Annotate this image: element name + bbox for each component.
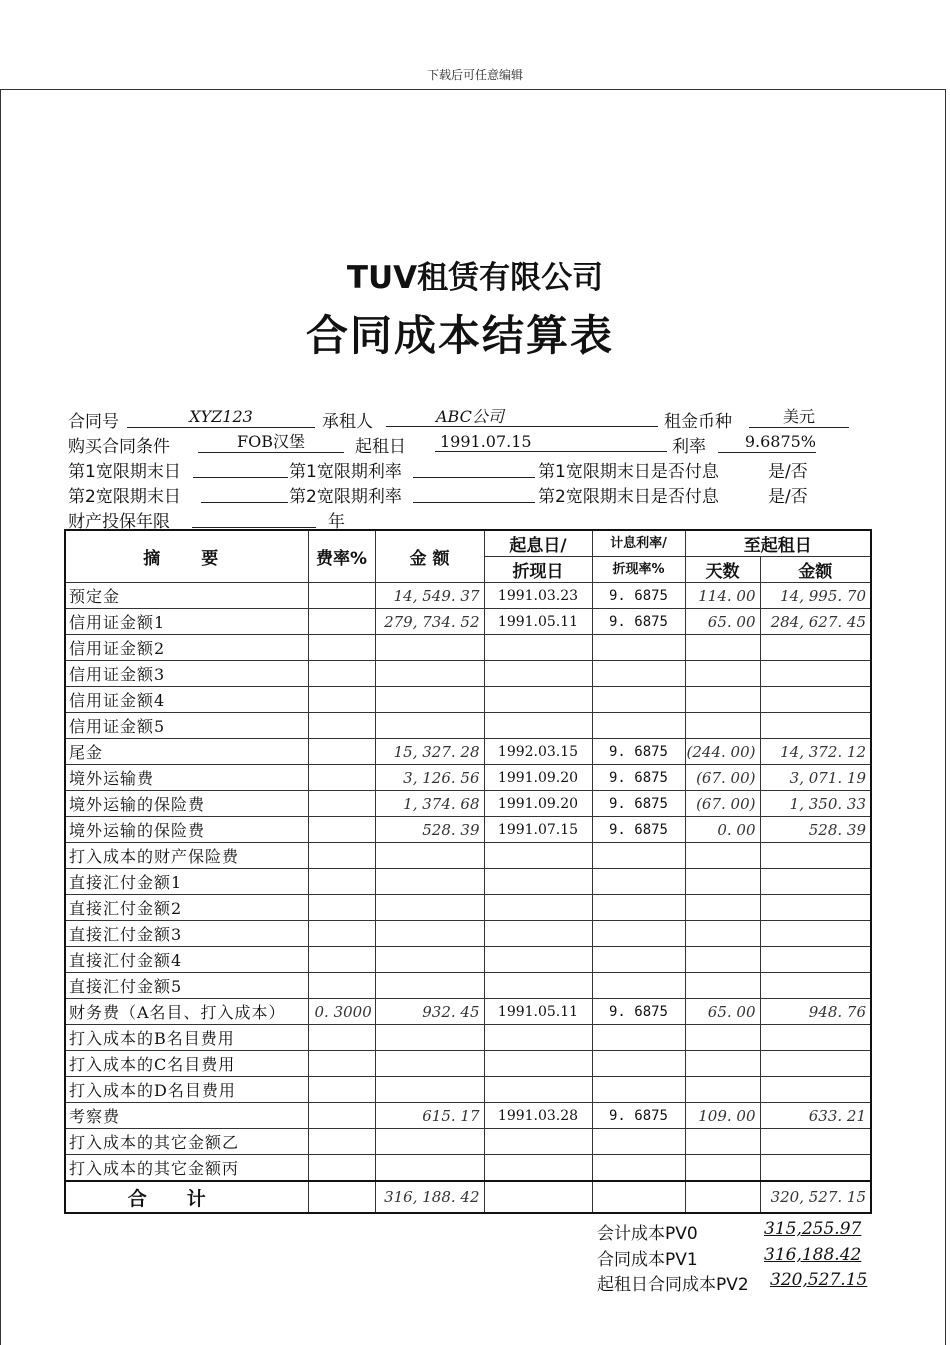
- cell-value: [760, 947, 871, 973]
- cell-date: 1991.03.23: [484, 583, 592, 609]
- table-row: [65, 1025, 871, 1051]
- cell-date: [484, 921, 592, 947]
- cell-amount: [375, 1077, 484, 1103]
- header-note: 下载后可任意编辑: [426, 68, 523, 82]
- rate-label: 利率: [672, 437, 706, 457]
- cell-date: [484, 1155, 592, 1182]
- table-row: [65, 609, 871, 635]
- cell-fee: [308, 791, 375, 817]
- total-date: [484, 1181, 592, 1213]
- cell-amount: 3, 126. 56: [375, 765, 484, 791]
- cell-value: 3, 071. 19: [760, 765, 871, 791]
- cell-value: [760, 713, 871, 739]
- cell-amount: 528. 39: [375, 817, 484, 843]
- cell-fee: [308, 869, 375, 895]
- cell-amount: [375, 973, 484, 999]
- total-amount: 316, 188. 42: [375, 1181, 484, 1213]
- cell-date: [484, 895, 592, 921]
- cell-label: 打入成本的B名目费用: [65, 1025, 308, 1051]
- cell-fee: [308, 1103, 375, 1129]
- cell-fee: [308, 921, 375, 947]
- grace1-end-label: 第1宽限期末日: [68, 462, 181, 482]
- total-value: 320, 527. 15: [760, 1181, 871, 1213]
- cell-label: 尾金: [65, 739, 308, 765]
- cell-amount: [375, 687, 484, 713]
- cell-rate: [592, 1025, 685, 1051]
- table-row: [65, 973, 871, 999]
- cell-days: 0. 00: [685, 817, 760, 843]
- table-row: [65, 713, 871, 739]
- cell-date: [484, 947, 592, 973]
- cell-label: 直接汇付金额1: [65, 869, 308, 895]
- cell-days: [685, 1025, 760, 1051]
- cell-rate: [592, 895, 685, 921]
- cell-fee: [308, 1129, 375, 1155]
- cell-label: 打入成本的C名目费用: [65, 1051, 308, 1077]
- header-rate-2: 折现率%: [592, 557, 685, 583]
- header-value-date-1: 起息日/: [484, 530, 592, 557]
- header-to-amount: 金额: [760, 557, 871, 583]
- cell-date: [484, 973, 592, 999]
- cell-label: 打入成本的D名目费用: [65, 1077, 308, 1103]
- total-label: 合计: [65, 1181, 308, 1213]
- cell-date: [484, 687, 592, 713]
- pv2-value: 320,527.15: [770, 1270, 868, 1290]
- cell-date: [484, 1025, 592, 1051]
- cell-fee: [308, 973, 375, 999]
- cell-days: [685, 1155, 760, 1182]
- cell-value: 14, 995. 70: [760, 583, 871, 609]
- cell-value: [760, 1155, 871, 1182]
- cell-label: 财务费（A名目、打入成本）: [65, 999, 308, 1025]
- pv0-label: 会计成本PV0: [597, 1224, 698, 1244]
- cell-amount: 932. 45: [375, 999, 484, 1025]
- cell-fee: [308, 895, 375, 921]
- cell-fee: 0. 3000: [308, 999, 375, 1025]
- cell-value: [760, 1077, 871, 1103]
- cell-fee: [308, 1025, 375, 1051]
- insurance-years-label: 财产投保年限: [68, 512, 170, 532]
- table-body: [65, 583, 871, 1182]
- cell-date: [484, 1129, 592, 1155]
- cell-label: 预定金: [65, 583, 308, 609]
- cell-rate: [592, 687, 685, 713]
- header-days: 天数: [685, 557, 760, 583]
- cell-days: [685, 1077, 760, 1103]
- cell-days: [685, 687, 760, 713]
- cell-days: [685, 973, 760, 999]
- header-amount: 金 额: [375, 530, 484, 583]
- lessee-label: 承租人: [322, 412, 373, 432]
- cell-fee: [308, 817, 375, 843]
- pv2-label: 起租日合同成本PV2: [597, 1275, 749, 1295]
- cell-date: 1991.05.11: [484, 609, 592, 635]
- cell-date: [484, 869, 592, 895]
- cell-days: [685, 661, 760, 687]
- pv0-value: 315,255.97: [764, 1219, 862, 1239]
- insurance-years-unit: 年: [328, 512, 345, 532]
- lessee-value: ABC公司: [386, 407, 658, 427]
- cell-amount: [375, 921, 484, 947]
- cell-value: [760, 973, 871, 999]
- purchase-terms-label: 购买合同条件: [68, 437, 170, 457]
- cell-amount: 15, 327. 28: [375, 739, 484, 765]
- cell-value: 14, 372. 12: [760, 739, 871, 765]
- cell-label: 打入成本的其它金额乙: [65, 1129, 308, 1155]
- cell-rate: 9. 6875: [592, 791, 685, 817]
- grace2-pay-label: 第2宽限期末日是否付息: [538, 487, 719, 507]
- cell-label: 直接汇付金额2: [65, 895, 308, 921]
- cell-rate: [592, 1155, 685, 1182]
- cell-days: (67. 00): [685, 765, 760, 791]
- cell-amount: [375, 635, 484, 661]
- table-row: [65, 1129, 871, 1155]
- cell-rate: [592, 843, 685, 869]
- grace2-end-label: 第2宽限期末日: [68, 487, 181, 507]
- total-row: [65, 1181, 871, 1213]
- cell-amount: [375, 895, 484, 921]
- table-row: [65, 843, 871, 869]
- cell-label: 考察费: [65, 1103, 308, 1129]
- grace1-end-value: [193, 457, 288, 478]
- cell-days: (67. 00): [685, 791, 760, 817]
- table-row: [65, 895, 871, 921]
- table-row: [65, 687, 871, 713]
- purchase-terms-value: FOB汉堡: [198, 432, 344, 453]
- cell-days: (244. 00): [685, 739, 760, 765]
- table-row: [65, 1155, 871, 1182]
- cell-value: 284, 627. 45: [760, 609, 871, 635]
- table-row: [65, 947, 871, 973]
- cell-label: 直接汇付金额5: [65, 973, 308, 999]
- cell-rate: [592, 921, 685, 947]
- cell-rate: [592, 947, 685, 973]
- cell-value: [760, 843, 871, 869]
- table-row: [65, 791, 871, 817]
- cell-amount: [375, 843, 484, 869]
- cell-date: 1991.09.20: [484, 765, 592, 791]
- cell-rate: 9. 6875: [592, 999, 685, 1025]
- cell-value: 948. 76: [760, 999, 871, 1025]
- header-summary: 摘 要: [65, 530, 308, 583]
- cell-date: [484, 713, 592, 739]
- cell-amount: [375, 661, 484, 687]
- cell-value: [760, 895, 871, 921]
- cell-amount: [375, 1025, 484, 1051]
- cell-value: 633. 21: [760, 1103, 871, 1129]
- cell-rate: 9. 6875: [592, 739, 685, 765]
- header-fee-rate: 费率%: [308, 530, 375, 583]
- cell-rate: 9. 6875: [592, 765, 685, 791]
- table-row: [65, 869, 871, 895]
- cell-rate: [592, 635, 685, 661]
- cell-date: 1992.03.15: [484, 739, 592, 765]
- start-date-label: 起租日: [355, 437, 406, 457]
- cell-fee: [308, 661, 375, 687]
- header-value-date-2: 折现日: [484, 557, 592, 583]
- cell-date: 1991.09.20: [484, 791, 592, 817]
- cell-fee: [308, 947, 375, 973]
- cell-date: [484, 1051, 592, 1077]
- grace2-rate-value: [413, 482, 535, 503]
- cell-amount: [375, 1129, 484, 1155]
- cell-amount: 1, 374. 68: [375, 791, 484, 817]
- header-rate-1: 计息利率/: [592, 530, 685, 557]
- header-to-start: 至起租日: [685, 530, 871, 557]
- cell-value: [760, 921, 871, 947]
- cell-fee: [308, 635, 375, 661]
- cell-rate: [592, 973, 685, 999]
- cell-date: [484, 1077, 592, 1103]
- cell-value: 1, 350. 33: [760, 791, 871, 817]
- cell-rate: [592, 661, 685, 687]
- table-row: [65, 1051, 871, 1077]
- document-title: 合同成本结算表: [305, 311, 614, 360]
- cell-label: 打入成本的财产保险费: [65, 843, 308, 869]
- cell-days: [685, 947, 760, 973]
- cell-days: 109. 00: [685, 1103, 760, 1129]
- cell-amount: [375, 713, 484, 739]
- cell-days: [685, 921, 760, 947]
- cell-date: [484, 661, 592, 687]
- cell-rate: 9. 6875: [592, 609, 685, 635]
- cell-amount: [375, 869, 484, 895]
- total-fee: [308, 1181, 375, 1213]
- cell-rate: 9. 6875: [592, 817, 685, 843]
- cell-amount: 615. 17: [375, 1103, 484, 1129]
- cell-value: 528. 39: [760, 817, 871, 843]
- table-row: [65, 1103, 871, 1129]
- cell-label: 信用证金额4: [65, 687, 308, 713]
- grace2-pay-value: 是/否: [768, 487, 808, 507]
- cell-days: [685, 895, 760, 921]
- start-date-value: 1991.07.15: [435, 432, 667, 452]
- grace1-pay-label: 第1宽限期末日是否付息: [538, 462, 719, 482]
- cell-value: [760, 1129, 871, 1155]
- currency-value: 美元: [749, 407, 849, 428]
- cell-label: 直接汇付金额4: [65, 947, 308, 973]
- cell-date: 1991.03.28: [484, 1103, 592, 1129]
- cell-label: 境外运输的保险费: [65, 817, 308, 843]
- table-row: [65, 739, 871, 765]
- pv1-label: 合同成本PV1: [597, 1250, 698, 1270]
- table-row: [65, 635, 871, 661]
- cell-value: [760, 661, 871, 687]
- grace2-end-value: [201, 482, 288, 503]
- grace1-pay-value: 是/否: [768, 462, 808, 482]
- cell-fee: [308, 765, 375, 791]
- cell-rate: [592, 1077, 685, 1103]
- pv1-value: 316,188.42: [764, 1245, 862, 1265]
- cell-label: 信用证金额2: [65, 635, 308, 661]
- grace2-rate-label: 第2宽限期利率: [289, 487, 402, 507]
- table-row: [65, 765, 871, 791]
- cell-label: 境外运输费: [65, 765, 308, 791]
- cell-label: 信用证金额5: [65, 713, 308, 739]
- cell-amount: [375, 1051, 484, 1077]
- cell-rate: [592, 713, 685, 739]
- cell-value: [760, 1051, 871, 1077]
- cell-label: 直接汇付金额3: [65, 921, 308, 947]
- cell-days: [685, 1051, 760, 1077]
- cell-fee: [308, 713, 375, 739]
- cell-date: [484, 635, 592, 661]
- cell-amount: 279, 734. 52: [375, 609, 484, 635]
- currency-label: 租金币种: [664, 412, 732, 432]
- cell-days: [685, 635, 760, 661]
- cell-label: 信用证金额3: [65, 661, 308, 687]
- cell-amount: [375, 947, 484, 973]
- cell-days: [685, 843, 760, 869]
- contract-no-value: XYZ123: [127, 407, 315, 428]
- table-row: [65, 661, 871, 687]
- cell-fee: [308, 843, 375, 869]
- cell-value: [760, 687, 871, 713]
- cell-rate: 9. 6875: [592, 583, 685, 609]
- cell-fee: [308, 687, 375, 713]
- cell-fee: [308, 609, 375, 635]
- cell-label: 境外运输的保险费: [65, 791, 308, 817]
- cell-rate: 9. 6875: [592, 1103, 685, 1129]
- cell-rate: [592, 1129, 685, 1155]
- cell-rate: [592, 1051, 685, 1077]
- cell-days: 65. 00: [685, 609, 760, 635]
- cell-days: [685, 713, 760, 739]
- cell-date: 1991.05.11: [484, 999, 592, 1025]
- cell-fee: [308, 1155, 375, 1182]
- grace1-rate-value: [413, 457, 535, 478]
- cell-fee: [308, 1051, 375, 1077]
- cell-value: [760, 635, 871, 661]
- cell-label: 打入成本的其它金额丙: [65, 1155, 308, 1182]
- table-row: [65, 583, 871, 609]
- cell-rate: [592, 869, 685, 895]
- cell-amount: 14, 549. 37: [375, 583, 484, 609]
- cell-fee: [308, 739, 375, 765]
- grace1-rate-label: 第1宽限期利率: [289, 462, 402, 482]
- contract-no-label: 合同号: [68, 412, 119, 432]
- cell-value: [760, 869, 871, 895]
- table-row: [65, 817, 871, 843]
- cell-days: [685, 869, 760, 895]
- table-row: [65, 921, 871, 947]
- cost-table: [64, 529, 872, 1214]
- table-row: [65, 1077, 871, 1103]
- company-name: TUV租赁有限公司: [346, 260, 604, 296]
- cell-days: 65. 00: [685, 999, 760, 1025]
- table-row: [65, 999, 871, 1025]
- rate-value: 9.6875%: [718, 432, 816, 453]
- insurance-years-value: [192, 507, 316, 528]
- cell-days: [685, 1129, 760, 1155]
- cell-date: [484, 843, 592, 869]
- cell-days: 114. 00: [685, 583, 760, 609]
- cell-fee: [308, 1077, 375, 1103]
- cell-value: [760, 1025, 871, 1051]
- cell-date: 1991.07.15: [484, 817, 592, 843]
- cell-label: 信用证金额1: [65, 609, 308, 635]
- cell-amount: [375, 1155, 484, 1182]
- cell-fee: [308, 583, 375, 609]
- total-rate: [592, 1181, 685, 1213]
- total-days: [685, 1181, 760, 1213]
